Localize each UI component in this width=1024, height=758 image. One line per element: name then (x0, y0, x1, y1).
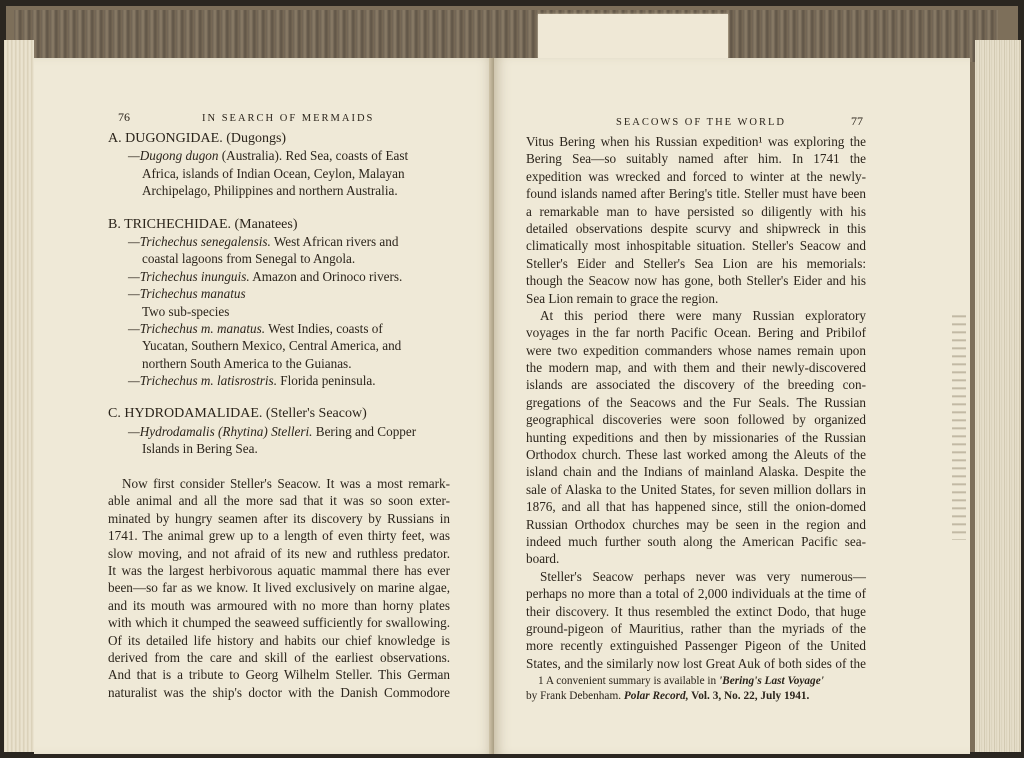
footnote-citation: Vol. 3, No. 22, July 1941. (688, 690, 810, 702)
footnote-line-2 (526, 689, 868, 704)
text-line: Steller's Eider and Steller's Sea Lion are his memorials: (526, 255, 866, 271)
text-line: sale of Alaska to the United States, for seven million dollars in (526, 481, 866, 497)
text-line: their discovery. It thus resembled the extinct Dodo, that huge (526, 603, 866, 619)
taxonomy-heading: B. TRICHECHIDAE. (Manatees) (108, 216, 298, 232)
text-line: It was the largest herbivorous aquatic mammal there has ever (108, 562, 450, 578)
species-range: Islands in Bering Sea. (142, 441, 258, 457)
text-line: minated by hungry seamen after its discovery by Russians in (108, 510, 450, 526)
footnote (526, 674, 868, 704)
taxonomy-entry (108, 182, 458, 199)
species-name: —Trichechus manatus (128, 286, 246, 302)
taxonomy-entry (108, 440, 458, 457)
species-range: Africa, islands of Indian Ocean, Ceylon, Malayan (142, 165, 405, 181)
species-range: coastal lagoons from Senegal to Angola. (142, 251, 356, 267)
left-running-head: IN SEARCH OF MERMAIDS (202, 113, 375, 124)
text-line: able animal and all the more sad that it was so soon exter- (108, 493, 450, 509)
left-page-number: 76 (118, 110, 130, 124)
text-line: Bering Sea—so suitably named after him. In 1741 the (526, 151, 866, 167)
text-line: Orthodox church. These last worked among the Aleuts of the (526, 447, 866, 463)
text-line: were two expedition commanders whose names remain upon (526, 342, 866, 358)
text-line: board. (526, 551, 560, 567)
text-line: Now first consider Steller's Seacow. It was a most remark- (122, 476, 450, 491)
text-line: geographical discoveries were soon followed by organized (526, 412, 866, 428)
right-running-head: SEACOWS OF THE WORLD (616, 117, 786, 128)
footnote-text: 1 A convenient summary is available in (538, 675, 720, 687)
species-range: Two sub-species (142, 303, 230, 319)
right-body-text (526, 133, 866, 672)
taxonomy-entry (108, 303, 458, 320)
text-line: with which it chumped the seaweed sufficiently for swallowing. (108, 615, 450, 631)
text-line: Sea Lion remain to grace the region. (526, 290, 719, 306)
species-name: —Trichechus m. manatus. (128, 320, 266, 336)
species-range: (Australia). Red Sea, coasts of East (218, 148, 409, 164)
taxonomy-entry (108, 285, 458, 302)
text-line: been—so far as we know. It lived exclusively on marine algae, (108, 580, 450, 596)
species-range: Yucatan, Southern Mexico, Central America, and (142, 338, 402, 354)
top-page-edges (14, 10, 998, 62)
text-line: States, and the similarly now lost Great Auk of both sides of the (526, 655, 866, 671)
species-name: —Trichechus m. latisrostris. (128, 373, 277, 389)
text-line: hunting expeditions and then by missionaries of the Russian (526, 429, 866, 445)
taxonomy-entry (108, 355, 458, 372)
text-line: expedition was wrecked and forced to winter at the newly- (526, 168, 866, 184)
right-page-edges (975, 40, 1021, 752)
text-line: indeed much further south along the American Pacific sea- (526, 533, 866, 549)
taxonomy-list (108, 130, 458, 458)
text-line: 1876, and all that has happened since, still the onion-domed (526, 499, 866, 515)
species-range: West African rivers and (270, 233, 399, 249)
taxonomy-entry (108, 165, 458, 182)
text-line: Russian Orthodox churches may be seen in the region and (526, 516, 866, 532)
text-line: islands are associated the discovery of the breeding con- (526, 377, 866, 393)
species-name: —Hydrodamalis (Rhytina) Stelleri. (128, 423, 313, 439)
footnote-title: 'Bering's Last Voyage' (719, 675, 824, 687)
text-line: climatically most inhospitable situation. Steller's Seacow and (526, 238, 866, 254)
species-range: Amazon and Orinoco rivers. (249, 268, 403, 284)
text-line: derived from the care and skill of the earliest observations. (108, 649, 450, 665)
text-line: naturalist was the ship's doctor with the Danish Commodore (108, 684, 450, 700)
species-name: —Trichechus senegalensis. (128, 233, 271, 249)
taxonomy-heading: A. DUGONGIDAE. (Dugongs) (108, 131, 287, 146)
taxonomy-entry (108, 233, 458, 250)
right-page-number: 77 (851, 114, 863, 128)
footnote-line-1 (526, 674, 868, 689)
text-line: At this period there were many Russian exploratory (540, 307, 866, 323)
text-line: Of its detailed life history and habits our chief knowledge is (108, 632, 450, 648)
taxonomy-entry (108, 147, 458, 164)
taxonomy-entry (108, 268, 458, 285)
text-line: gregations of the Seacows and the Fur Seals. The Russian (526, 394, 866, 410)
text-line: ground-pigeon of Mauritius, rather than the myriads of the (526, 620, 866, 636)
text-line: slow moving, and not afraid of its new and ruthless predator. (108, 545, 450, 561)
text-line: detailed observations despite scurvy and shipwreck in this (526, 220, 866, 236)
species-name: —Dugong dugon (128, 148, 219, 164)
species-range: Bering and Copper (312, 423, 417, 439)
text-line: Vitus Bering when his Russian expedition¹ was exploring the (526, 134, 866, 149)
species-range: West Indies, coasts of (265, 320, 383, 336)
left-page-edges (4, 40, 34, 752)
taxonomy-entry (108, 320, 458, 337)
text-line: perhaps no more than a total of 2,000 individuals at the time of (526, 586, 866, 602)
species-range: Florida peninsula. (277, 373, 376, 389)
text-line: 1741. The animal grew up to a length of even thirty feet, was (108, 528, 450, 544)
text-line: island chain and the Indians of mainland Alaska. Despite the (526, 464, 866, 480)
species-range: Archipelago, Philippines and northern Australia. (142, 183, 398, 199)
left-body-text (108, 475, 450, 701)
edge-marks (952, 310, 966, 540)
taxonomy-entry (108, 372, 458, 389)
footnote-journal: Polar Record, (623, 690, 689, 702)
text-line: more recently extinguished Passenger Pigeon of the United (526, 638, 866, 654)
text-line: the modern map, and with them and their newly-discovered (526, 360, 866, 376)
text-line: Steller's Seacow perhaps never was very numerous— (540, 568, 866, 584)
text-line: And that is a tribute to Georg Wilhelm Steller. This German (108, 667, 450, 683)
text-line: voyages in the far north Pacific Ocean. Bering and Pribilof (526, 325, 866, 341)
taxonomy-entry (108, 337, 458, 354)
text-line: a remarkable man to have persisted so diligently with his (526, 203, 866, 219)
species-range: northern South America to the Guianas. (142, 355, 352, 371)
tape-strip (538, 14, 728, 58)
taxonomy-entry (108, 423, 458, 440)
text-line: found islands named after Bering's title. Steller must have been (526, 186, 866, 202)
text-line: though the Seacow now has gone, both Steller's Eider and his (526, 273, 866, 289)
footnote-author: by Frank Debenham. (526, 690, 624, 702)
text-line: and its mouth was armoured with no more than horny plates (108, 597, 450, 613)
taxonomy-heading: C. HYDRODAMALIDAE. (Steller's Seacow) (108, 406, 367, 422)
species-name: —Trichechus inunguis. (128, 268, 250, 284)
taxonomy-entry (108, 250, 458, 267)
